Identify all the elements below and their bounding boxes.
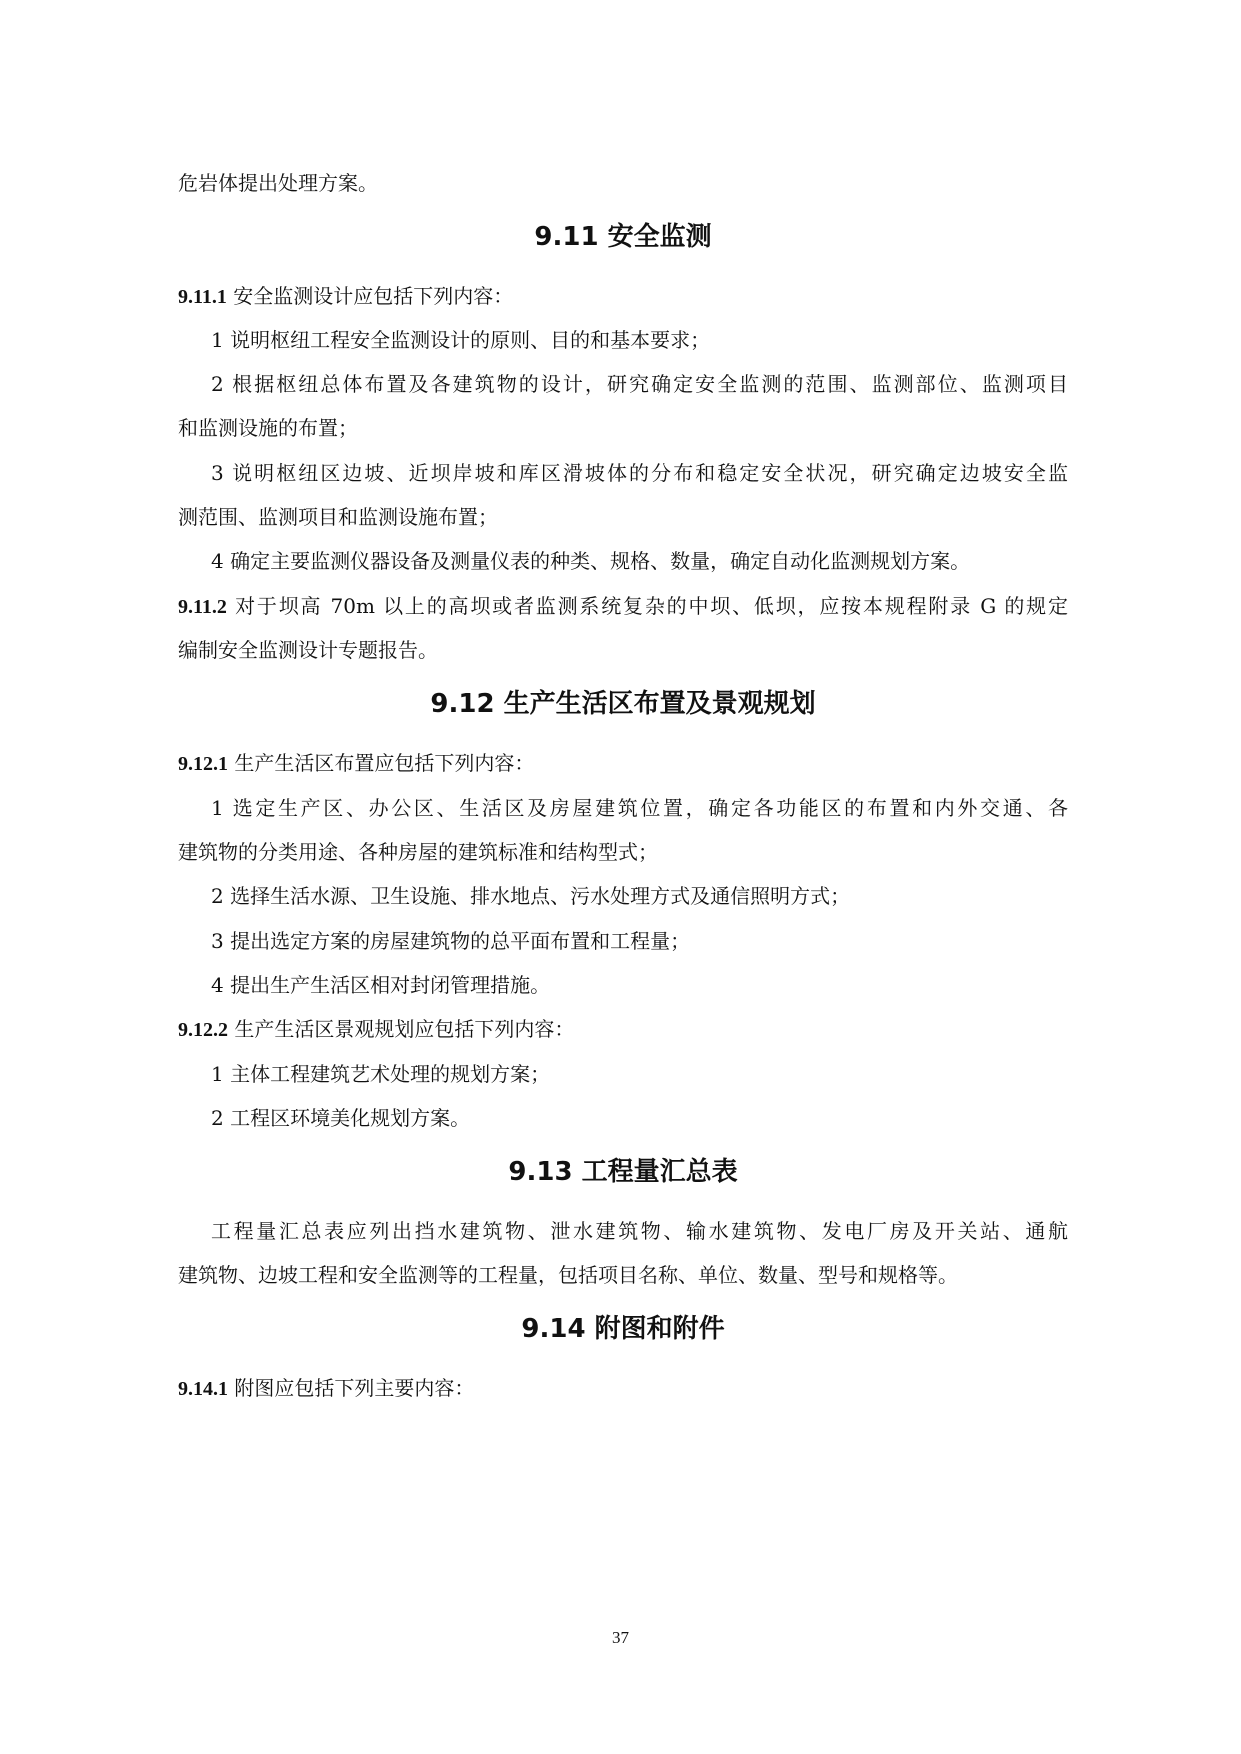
clause-9-11-2-continued: 编制安全监测设计专题报告。 <box>178 638 438 662</box>
clause-9-14-1 <box>178 1376 1068 1401</box>
clause-text: 安全监测设计应包括下列内容： <box>233 284 514 308</box>
section-9-14-title: 9.14 附图和附件 <box>521 1314 725 1344</box>
list-item: 4 确定主要监测仪器设备及测量仪表的种类、规格、数量，确定自动化监测规划方案。 <box>211 549 971 573</box>
list-item-continued: 建筑物的分类用途、各种房屋的建筑标准和结构型式； <box>178 840 658 864</box>
list-item: 4 提出生产生活区相对封闭管理措施。 <box>211 973 551 997</box>
clause-9-11-1 <box>178 284 1068 309</box>
page-number: 37 <box>612 1628 629 1647</box>
clause-number: 9.14.1 <box>178 1378 228 1400</box>
clause-9-12-2 <box>178 1017 1068 1042</box>
list-item: 1 说明枢纽工程安全监测设计的原则、目的和基本要求； <box>211 328 711 352</box>
list-item: 3 说明枢纽区边坡、近坝岸坡和库区滑坡体的分布和稳定安全状况，研究确定边坡安全监 <box>211 461 1068 485</box>
clause-number: 9.12.1 <box>178 753 228 775</box>
list-item-continued: 和监测设施的布置； <box>178 416 358 440</box>
clause-9-11-2 <box>178 594 1068 619</box>
intro-line: 危岩体提出处理方案。 <box>178 171 378 195</box>
list-item: 2 根据枢纽总体布置及各建筑物的设计，研究确定安全监测的范围、监测部位、监测项目 <box>211 372 1068 396</box>
paragraph-continued: 建筑物、边坡工程和安全监测等的工程量，包括项目名称、单位、数量、型号和规格等。 <box>178 1263 958 1287</box>
list-item: 2 选择生活水源、卫生设施、排水地点、污水处理方式及通信照明方式； <box>211 884 851 908</box>
clause-9-12-1 <box>178 751 1068 776</box>
clause-number: 9.11.2 <box>178 596 227 618</box>
paragraph: 工程量汇总表应列出挡水建筑物、泄水建筑物、输水建筑物、发电厂房及开关站、通航 <box>211 1219 1068 1243</box>
list-item: 3 提出选定方案的房屋建筑物的总平面布置和工程量； <box>211 929 691 953</box>
section-9-12-title: 9.12 生产生活区布置及景观规划 <box>430 689 816 719</box>
list-item: 1 选定生产区、办公区、生活区及房屋建筑位置，确定各功能区的布置和内外交通、各 <box>211 796 1068 820</box>
section-9-13-title: 9.13 工程量汇总表 <box>508 1157 738 1187</box>
list-item: 1 主体工程建筑艺术处理的规划方案； <box>211 1062 551 1086</box>
clause-text: 生产生活区景观规划应包括下列内容： <box>234 1017 575 1041</box>
clause-number: 9.11.1 <box>178 286 227 308</box>
clause-text: 附图应包括下列主要内容： <box>234 1376 475 1400</box>
list-item-continued: 测范围、监测项目和监测设施布置； <box>178 505 498 529</box>
clause-number: 9.12.2 <box>178 1019 228 1041</box>
clause-text: 生产生活区布置应包括下列内容： <box>234 751 535 775</box>
clause-text: 对于坝高 70m 以上的高坝或者监测系统复杂的中坝、低坝，应按本规程附录 G 的规定 <box>235 594 1068 618</box>
section-9-11-title: 9.11 安全监测 <box>534 222 712 252</box>
list-item: 2 工程区环境美化规划方案。 <box>211 1106 471 1130</box>
